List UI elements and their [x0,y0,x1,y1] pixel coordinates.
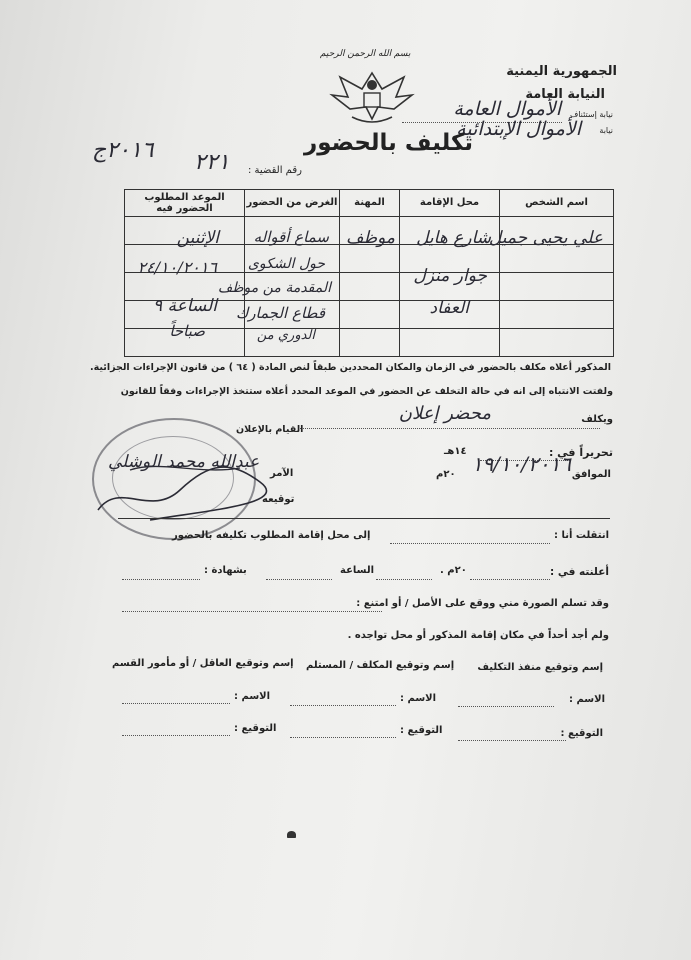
ink-mark [287,831,296,838]
announced-dots [470,579,550,580]
assigned-value: محضر إعلان [398,403,491,424]
entry-purpose-2: حول الشكوى [247,256,325,272]
received-dots [122,611,382,612]
recipient-name-dots [290,705,396,706]
recipient-heading: إسم وتوقيع المكلف / المستلم [306,660,455,671]
case-number-label: رقم القضية : [248,165,302,176]
prosecution-heading: النيابة العامة [525,87,605,102]
republic-heading: الجمهورية اليمنية [506,64,617,79]
moved-dots [390,543,550,544]
executor-name-dots [458,706,554,707]
basmala: بسم الله الرحمن الرحيم [320,49,411,59]
entry-date-period: صباحاً [169,322,205,340]
assigned-dots [300,428,600,429]
appeals-label: نيابة إستئناف [569,110,613,119]
recipient-sign-label: التوقيع : [400,725,443,736]
entry-residence-2: جوار منزل [413,266,487,286]
orderer-label: الآمر [270,468,294,479]
handwritten-signature [90,440,290,530]
entry-date-day: الإثنين [176,228,219,248]
corresponding-label: الموافق [571,469,611,480]
announced-year: ٢٠م . [440,565,467,576]
executor-sign-label: التوقيع : [560,728,603,739]
witness-dots-1 [266,579,332,580]
mayor-name-label: الاسم : [234,691,271,702]
executor-name-label: الاسم : [568,694,605,705]
col-person-name: اسم الشخص [500,190,614,217]
witness-label: بشهادة : [204,565,247,576]
notice-label: القيام بالإعلان [236,424,304,435]
entry-date-hour: الساعة ٩ [152,296,217,316]
entry-purpose-1: سماع أقواله [253,228,329,246]
hijri-suffix: ١٤هـ [444,446,467,457]
hour-label: الساعة [340,565,375,576]
primary-label: نيابة [599,126,613,135]
not-found-line: ولم أجد أحداً في مكان إقامة المذكور أو محل تواجده . [347,630,609,641]
moved-suffix: إلى محل إقامة المطلوب تكليفه بالحضور [172,530,371,541]
witness-dots-2 [122,579,200,580]
mayor-heading: إسم وتوقيع العاقل / أو مأمور القسم [112,658,294,669]
primary-value: الأموال الإبتدائية [456,118,581,140]
announced-label: أعلنته في : [549,566,609,578]
entry-date-value: ٢٤/١٠/٢٠١٦ [137,258,217,277]
recipient-name-label: الاسم : [400,693,437,704]
entry-name: علي يحيى جميل [488,228,603,248]
section-divider [118,518,610,519]
entry-purpose-3: المقدمة من موظف [217,280,331,296]
executor-sign-dots [458,740,566,741]
appeals-value: الأموال العامة [453,98,561,120]
mayor-sign-label: التوقيع : [234,723,277,734]
corresponding-value: ١٩/١٠/٢٠١٦ [471,452,571,476]
yemen-emblem-icon [326,67,418,129]
executor-heading: إسم وتوقيع منفذ التكليف [477,662,603,673]
mayor-sign-dots [122,735,230,736]
case-year-value: ٢٠١٦ج [92,138,154,163]
written-label: تحريراً في : [548,446,613,459]
assigned-label: ويكلف [581,414,613,425]
received-line: وقد تسلم الصورة مني ووقع على الأصل / أو امتنع : [356,598,609,609]
hour-dots [376,579,432,580]
greg-suffix: ٢٠م [436,469,456,480]
entry-purpose-4: قطاع الجمارك [235,304,325,322]
page-title: تكليف بالحضور [304,130,473,156]
col-appointment: الموعد المطلوب الحضور فيه [125,190,245,217]
col-residence: محل الإقامة [400,190,500,217]
moved-label: انتقلت أنا : [553,530,609,541]
recipient-sign-dots [290,737,396,738]
entry-purpose-5: الدوري من [256,328,315,343]
entry-residence-3: العفاد [429,298,469,318]
body-line-article: المذكور أعلاه مكلف بالحضور في الزمان والمكان المحددين طبقاً لنص المادة ( ٦٤ ) من قانون الإجراءات الجزائية. [90,362,611,373]
body-line-warning: ولفتت الانتباه إلى انه في حالة التخلف عن الحضور في الموعد المحدد أعلاه ستتخذ الإجراءات وفقاً للقانون [120,386,613,397]
mayor-name-dots [122,703,230,704]
orderer-signature-label: توقيعه [262,494,295,505]
col-occupation: المهنة [340,190,400,217]
orderer-name: عبدالله محمد الوشلي [108,452,260,472]
entry-residence-1: شارع هايل [416,228,491,248]
case-number-value: ٢٢١ [194,150,230,175]
col-purpose: الغرض من الحضور [245,190,340,217]
entry-occupation: موظف [345,228,395,248]
